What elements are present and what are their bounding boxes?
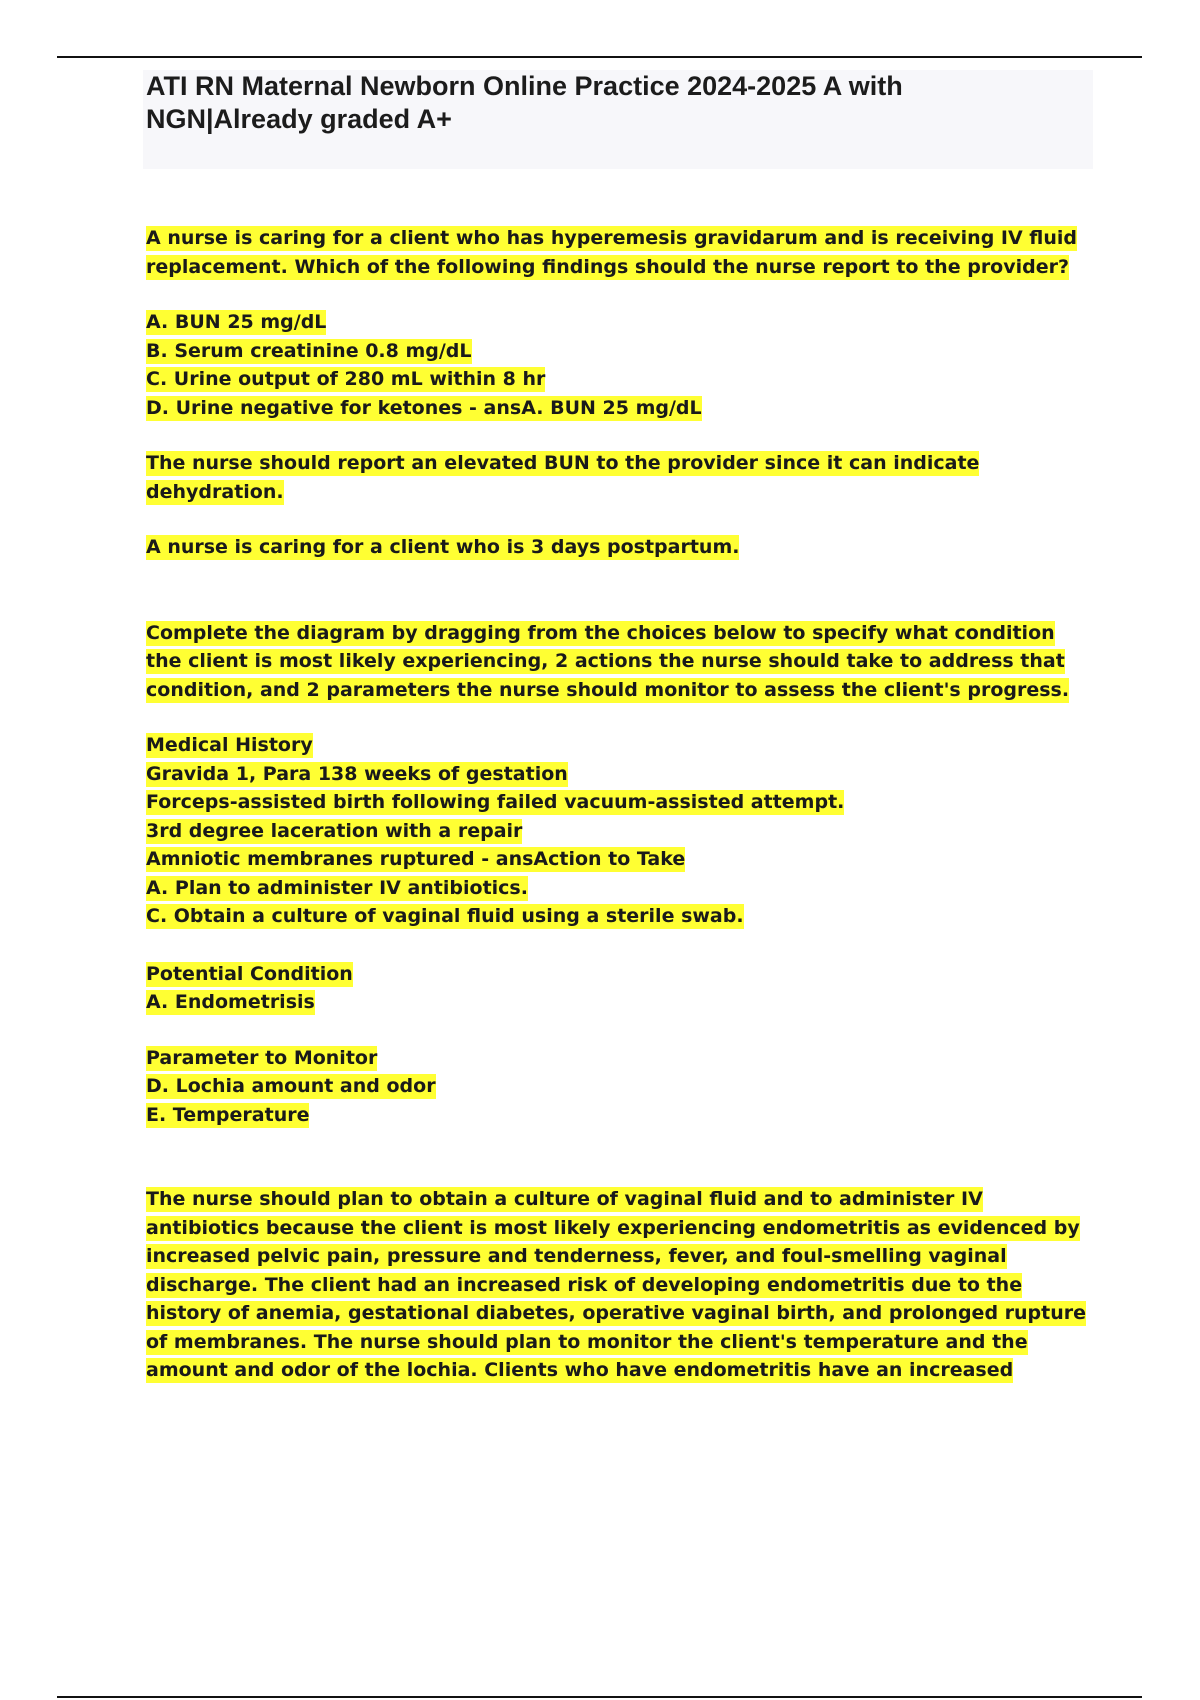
parameter-to-monitor-section (146, 1044, 1091, 1130)
question-2-scenario: A nurse is caring for a client who is 3 days postpartum. (146, 536, 740, 558)
potential-condition-section (146, 960, 1091, 1017)
option-c: C. Urine output of 280 mL within 8 hr (146, 368, 546, 390)
history-line: Gravida 1, Para 138 weeks of gestation (146, 762, 568, 785)
option-b: B. Serum creatinine 0.8 mg/dL (146, 339, 472, 362)
action-to-take-a: A. Plan to administer IV antibiotics. (146, 876, 528, 899)
history-line: Forceps-assisted birth following failed vacuum-assisted attempt. (146, 791, 845, 813)
history-line: 3rd degree laceration with a repair (146, 819, 523, 842)
top-rule (57, 56, 1142, 58)
history-line-with-answer: Amniotic membranes ruptured - ansAction to Take (146, 848, 686, 870)
question-1-stem-text: A nurse is caring for a client who has hyperemesis gravidarum and is receiving IV fluid replacement. Which of the following findings should the nurse report to the provider? (146, 227, 1078, 278)
potential-condition-answer: A. Endometrisis (146, 991, 315, 1013)
option-a: A. BUN 25 mg/dL (146, 311, 327, 333)
document-body (146, 224, 1091, 1385)
parameter-to-monitor-heading: Parameter to Monitor (146, 1046, 378, 1069)
action-to-take-c: C. Obtain a culture of vaginal fluid using a sterile swab. (146, 905, 744, 927)
question-1-rationale: The nurse should report an elevated BUN to the provider since it can indicate dehydration. (146, 452, 980, 503)
medical-history-section (146, 731, 1091, 931)
parameter-d: D. Lochia amount and odor (146, 1075, 436, 1097)
question-1-options (146, 308, 1091, 422)
question-1-stem (146, 224, 1091, 281)
potential-condition-heading: Potential Condition (146, 962, 353, 985)
option-d-with-answer: D. Urine negative for ketones - ansA. BUN 25 mg/dL (146, 396, 702, 419)
document-title: ATI RN Maternal Newborn Online Practice 2024-2025 A with NGN|Already graded A+ (146, 71, 903, 134)
question-2-rationale: The nurse should plan to obtain a culture of vaginal fluid and to administer IV antibiotics because the client is most likely experiencing endometritis as evidenced by increased pelvic pain, pressure and tenderness, fever, and foul-smelling vaginal discharge. The client had an increased risk of developing endometritis due to the history of anemia, gestational diabetes, operative vaginal birth, and prolonged rupture of membranes. The nurse should plan to monitor the client's temperature and the amount and odor of the lochia. Clients who have endometritis have an increased (146, 1188, 1087, 1381)
parameter-e: E. Temperature (146, 1103, 310, 1126)
question-2-instructions: Complete the diagram by dragging from the choices below to specify what condition the client is most likely experiencing, 2 actions the nurse should take to address that condition, and 2 parameters the nurse should monitor to assess the client's progress. (146, 621, 1070, 701)
bottom-rule (57, 1696, 1142, 1698)
medical-history-heading: Medical History (146, 734, 313, 756)
